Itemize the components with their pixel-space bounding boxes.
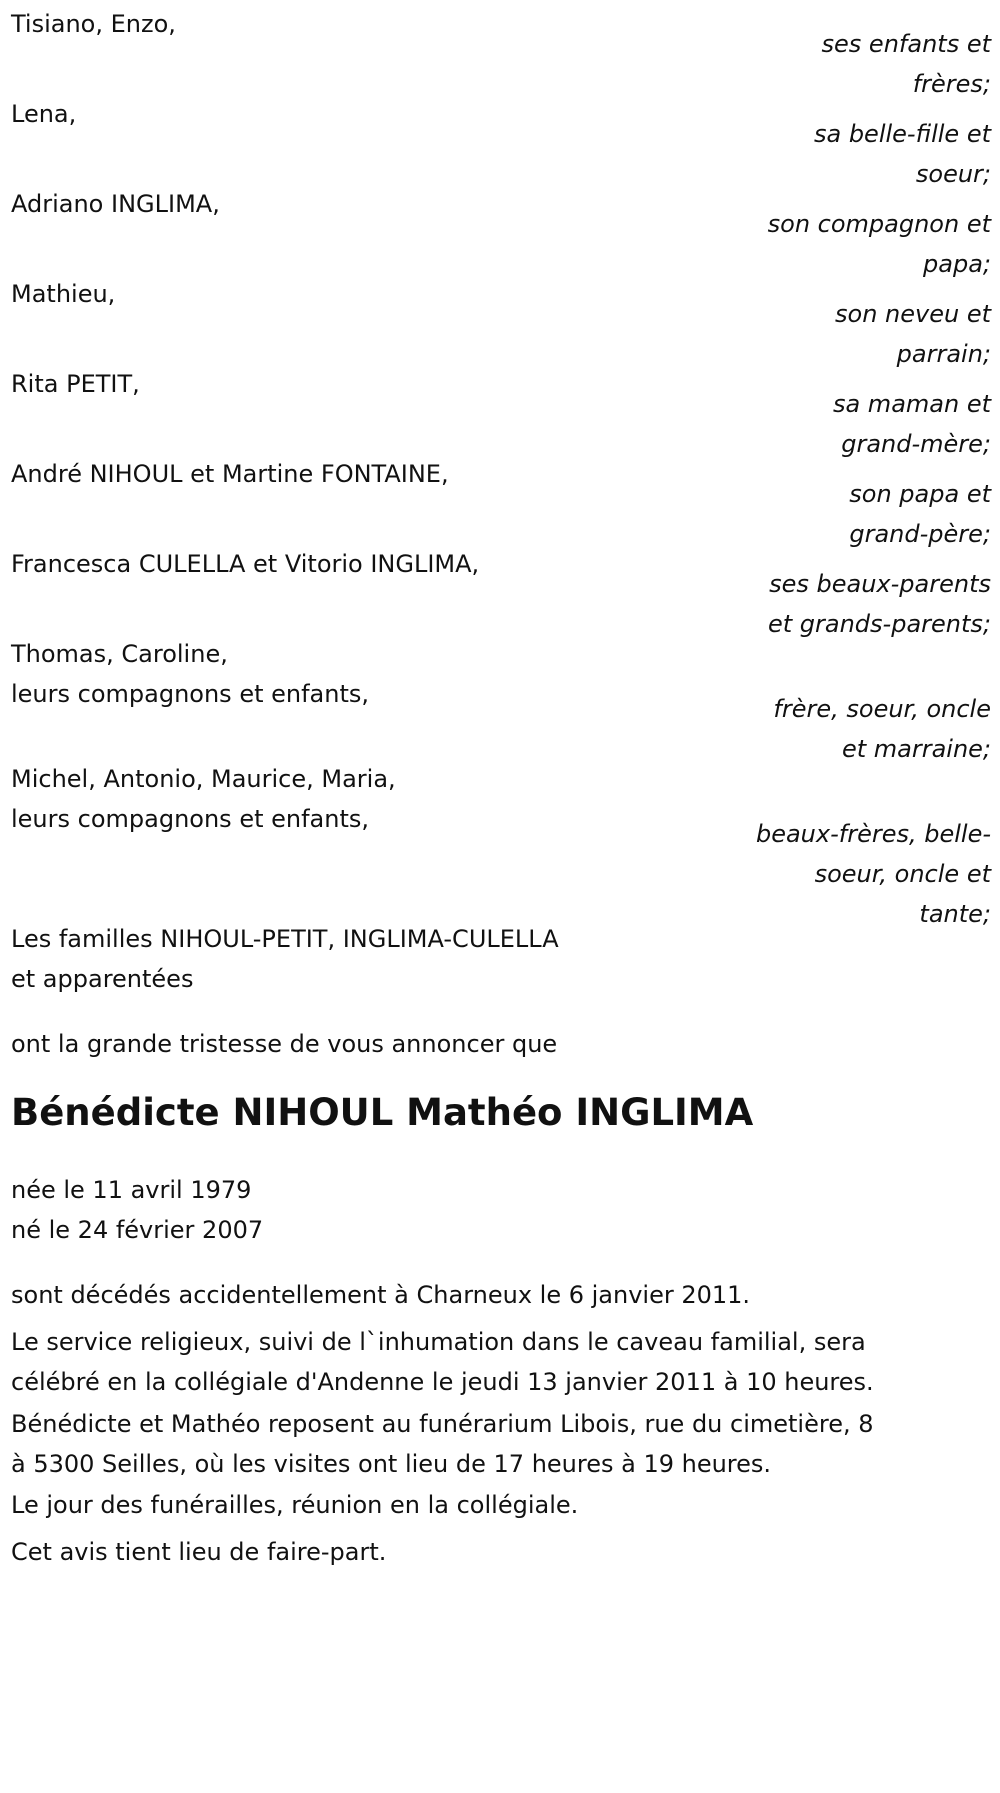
detail-paragraph [11, 1532, 386, 1572]
family-relation [650, 474, 991, 554]
families-closing-line: et apparentées [11, 965, 194, 993]
families-closing [11, 919, 559, 999]
family-names [11, 634, 369, 714]
relation-line: et marraine; [841, 735, 991, 763]
relation-line: papa; [923, 250, 991, 278]
family-names [11, 184, 220, 224]
family-relation [650, 24, 991, 104]
family-name-line: Lena, [11, 100, 77, 128]
birth-line: né le 24 février 2007 [11, 1216, 264, 1244]
family-relation [650, 384, 991, 464]
detail-paragraph [11, 1404, 874, 1484]
detail-line: Cet avis tient lieu de faire-part. [11, 1538, 387, 1566]
detail-line: Le service religieux, suivi de l`inhumation dans le caveau familial, sera [11, 1328, 866, 1356]
relation-line: grand-mère; [841, 430, 991, 458]
relation-line: parrain; [896, 340, 991, 368]
relation-line: son neveu et [835, 300, 991, 328]
family-names [11, 94, 76, 134]
family-relation [650, 294, 991, 374]
family-relation [650, 814, 991, 934]
relation-line: sa maman et [832, 390, 991, 418]
detail-paragraph [11, 1275, 750, 1315]
family-relation [650, 689, 991, 769]
detail-paragraph [11, 1485, 578, 1525]
detail-paragraph [11, 1322, 874, 1402]
family-name-line: leurs compagnons et enfants, [11, 680, 370, 708]
family-names [11, 544, 479, 584]
family-name-line: Mathieu, [11, 280, 116, 308]
relation-line: son papa et [849, 480, 991, 508]
detail-line: Bénédicte et Mathéo reposent au funérarium Libois, rue du cimetière, 8 [11, 1410, 874, 1438]
family-names [11, 4, 176, 44]
relation-line: grand-père; [849, 520, 991, 548]
relation-line: et grands-parents; [767, 610, 991, 638]
family-relation [650, 204, 991, 284]
family-names [11, 364, 140, 404]
relation-line: sa belle-fille et [813, 120, 991, 148]
deceased-names-heading: Bénédicte NIHOUL Mathéo INGLIMA [11, 1091, 754, 1134]
family-name-line: Michel, Antonio, Maurice, Maria, [11, 765, 396, 793]
detail-line: à 5300 Seilles, où les visites ont lieu de 17 heures à 19 heures. [11, 1450, 772, 1478]
relation-line: tante; [919, 900, 991, 928]
detail-line: sont décédés accidentellement à Charneux le 6 janvier 2011. [11, 1281, 751, 1309]
family-name-line: Francesca CULELLA et Vitorio INGLIMA, [11, 550, 480, 578]
family-name-line: André NIHOUL et Martine FONTAINE, [11, 460, 449, 488]
detail-line: Le jour des funérailles, réunion en la collégiale. [11, 1491, 579, 1519]
families-closing-line: Les familles NIHOUL-PETIT, INGLIMA-CULELLA [11, 925, 559, 953]
relation-line: frères; [912, 70, 991, 98]
announcement-intro: ont la grande tristesse de vous annoncer que [11, 1030, 558, 1058]
birth-dates [11, 1170, 263, 1250]
relation-line: ses beaux-parents [769, 570, 991, 598]
relation-line: frère, soeur, oncle [773, 695, 991, 723]
family-name-line: Thomas, Caroline, [11, 640, 228, 668]
birth-line: née le 11 avril 1979 [11, 1176, 252, 1204]
family-relation [650, 564, 991, 644]
relation-line: ses enfants et [821, 30, 991, 58]
relation-line: soeur, oncle et [814, 860, 991, 888]
family-names [11, 759, 396, 839]
family-name-line: Adriano INGLIMA, [11, 190, 220, 218]
family-name-line: leurs compagnons et enfants, [11, 805, 370, 833]
family-name-line: Rita PETIT, [11, 370, 140, 398]
family-name-line: Tisiano, Enzo, [11, 10, 176, 38]
family-relation [650, 114, 991, 194]
relation-line: son compagnon et [767, 210, 991, 238]
relation-line: beaux-frères, belle- [755, 820, 991, 848]
family-names [11, 274, 115, 314]
relation-line: soeur; [915, 160, 991, 188]
family-names [11, 454, 449, 494]
detail-line: célébré en la collégiale d'Andenne le jeudi 13 janvier 2011 à 10 heures. [11, 1368, 874, 1396]
